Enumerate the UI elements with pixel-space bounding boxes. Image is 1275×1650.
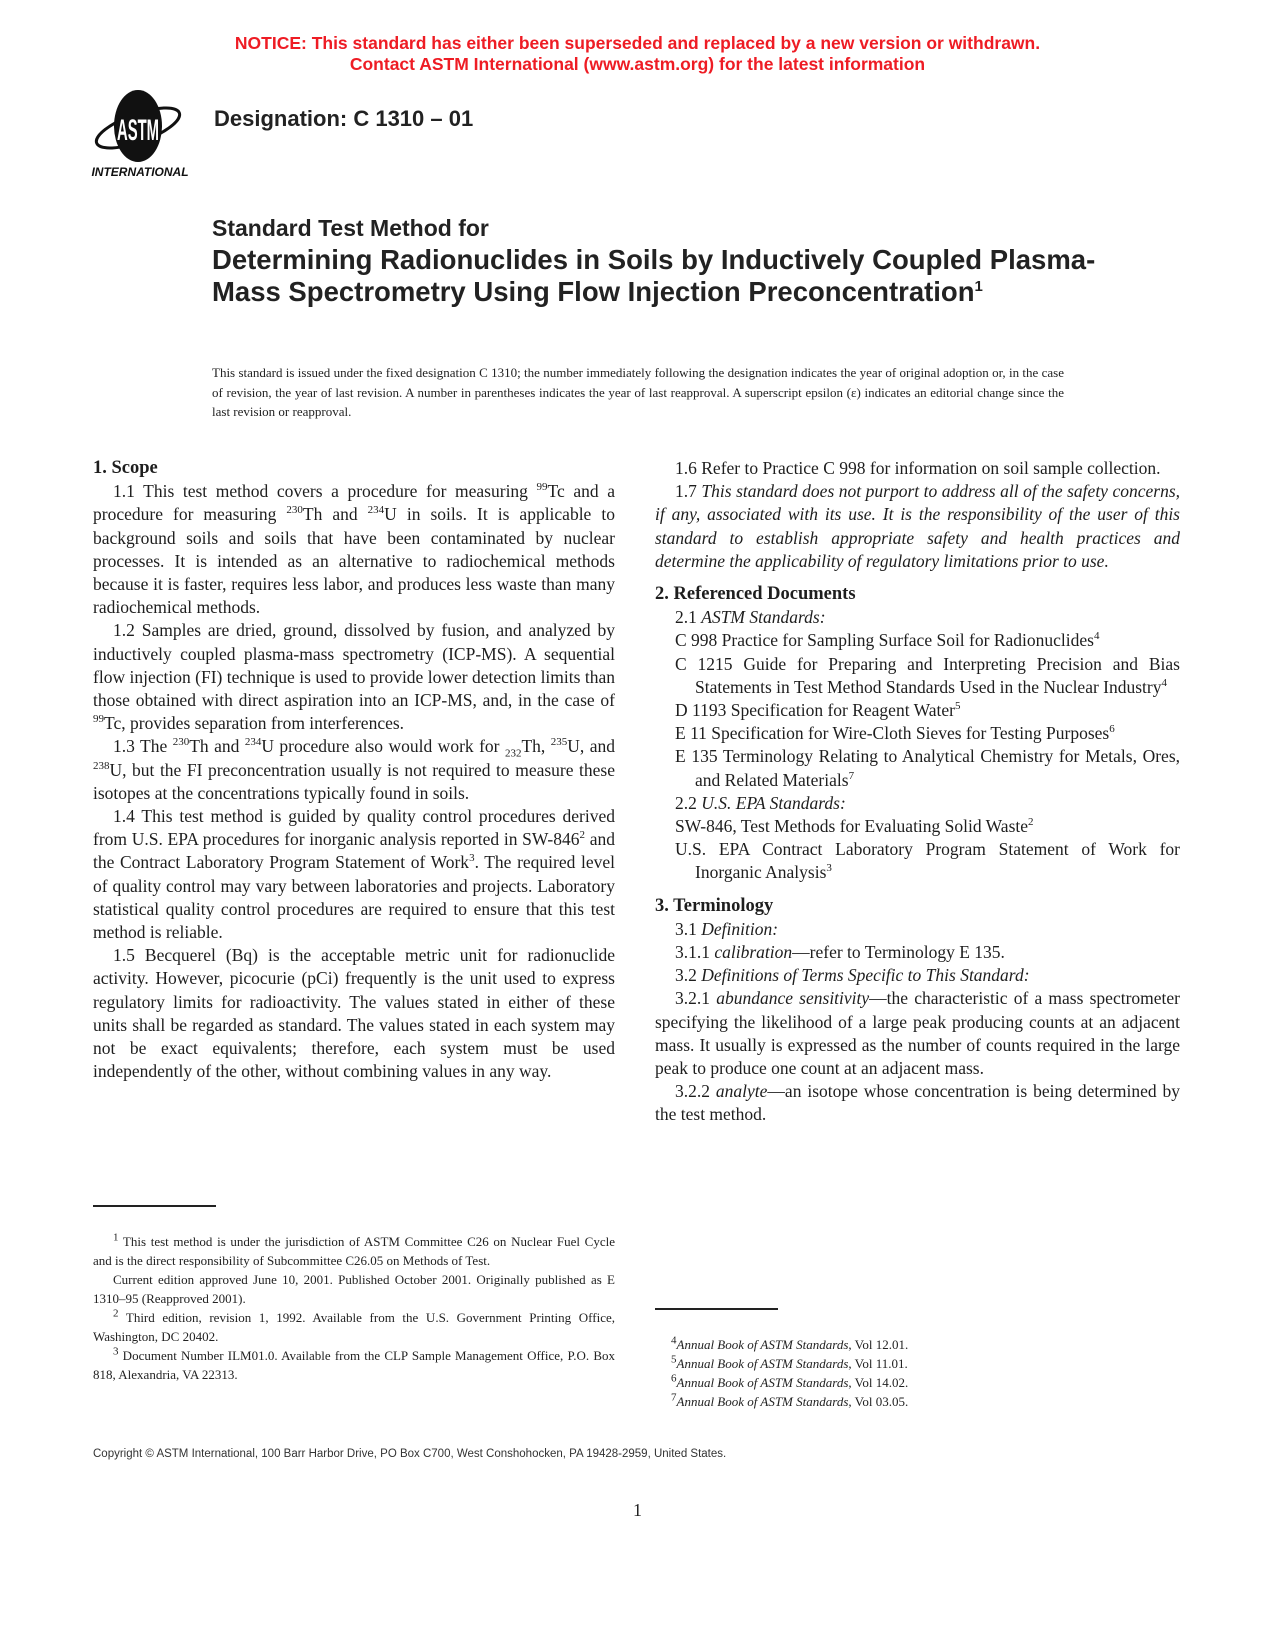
copyright-line: Copyright © ASTM International, 100 Barr Harbor Drive, PO Box C700, West Conshohocken, PA 19428-2959, United States. [93,1448,727,1460]
ref-item: C 998 Practice for Sampling Surface Soil for Radionuclides$^4$ [675,630,1100,651]
subsection-2-2: 2.2 U.S. EPA Standards: [675,792,846,813]
footnote-6: $^6$Annual Book of ASTM Standards, Vol 14.02. [671,1372,909,1390]
ref-item: D 1193 Specification for Reagent Water$^5$ [675,700,961,721]
left-column [93,457,615,1083]
paragraph-1-5: 1.5 Becquerel (Bq) is the acceptable metric unit for radionuclide activity. However, picocurie (pCi) frequently is the unit used to express regulatory limits for radioactivity. The values stated in either of these units shall be regarded as standard. The values stated in each system may not be exact equivalents; therefore, each system must be used independently of the other, without combining values in any way. [93,945,615,1082]
subsection-3-2: 3.2 Definitions of Terms Specific to This Standard: [675,965,1030,986]
astm-logo-icon [88,88,200,180]
section-heading-scope: 1. Scope [93,458,158,478]
footnote-4: $^4$Annual Book of ASTM Standards, Vol 12.01. [671,1334,909,1352]
footnote-2: $^2$ Third edition, revision 1, 1992. Available from the U.S. Government Printing Office, Washington, DC 20402. [93,1307,615,1344]
footnotes-right [671,1335,1171,1411]
page-number: 1 [633,1500,642,1520]
footnote-rule-right [655,1308,778,1310]
paragraph-1-4: 1.4 This test method is guided by quality control procedures derived from U.S. EPA procedures for inorganic analysis reported in $SW-846^2$ and the Contract Laboratory Program Statement of Work$^3$. The required level of quality control may vary between laboratories and projects. Laboratory statistical quality control procedures are required to ensure that this test method is reliable. [93,806,615,943]
subsection-3-1: 3.1 Definition: [675,918,779,939]
epa-standards-list [655,815,1180,885]
ref-item: SW-846, Test Methods for Evaluating Solid Waste$^2$ [675,816,1034,837]
title-main: Determining Radionuclides in Soils by Inductively Coupled Plasma-Mass Spectrometry Using Flow Injection Preconcentration$^1$ [212,244,1096,307]
definition-3-2-2: 3.2.2 analyte—an isotope whose concentration is being determined by the test method. [655,1081,1180,1125]
paragraph-1-1: 1.1 This test method covers a procedure for measuring $^{99}$Tc and a procedure for measuring $^{230}$Th and $^{234}$U in soils. It is applicable to background soils and soils that have been contaminated by nuclear processes. It is intended as an alternative to radiochemical methods because it is faster, requires less labor, and produces less waste than many radiochemical methods. [93,481,615,618]
ref-item: E 11 Specification for Wire-Cloth Sieves for Testing Purposes$^6$ [675,723,1115,744]
footnotes-left [93,1232,615,1384]
footnote-7: $^7$Annual Book of ASTM Standards, Vol 03.05. [671,1391,909,1409]
paragraph-1-3: 1.3 The $^{230}$Th and $^{234}$U procedure also would work for $_{232}$Th, $^{235}$U, and $^{238}$U, but the FI preconcentration usually is not required to measure these isotopes at the concentrations typically found in soils. [93,736,615,803]
ref-item: E 135 Terminology Relating to Analytical Chemistry for Metals, Ores, and Related Materials$^7$ [675,746,1180,790]
svg-text:ASTM: ASTM [117,114,159,147]
svg-text:INTERNATIONAL: INTERNATIONAL [91,165,189,179]
document-title [212,213,1112,307]
astm-standards-list [655,629,1180,791]
ref-item: U.S. EPA Contract Laboratory Program Statement of Work for Inorganic Analysis$^3$ [675,839,1180,883]
title-footnote-ref: 1 [974,277,983,295]
subsection-2-1: 2.1 ASTM Standards: [675,607,826,628]
title-line-1: Standard Test Method for [212,215,489,241]
notice-line-2: Contact ASTM International (www.astm.org) for the latest information [349,54,926,74]
ref-item: C 1215 Guide for Preparing and Interpreting Precision and Bias Statements in Test Method Standards Used in the Nuclear Industry$^4$ [675,653,1180,697]
issuance-note: This standard is issued under the fixed designation C 1310; the number immediately following the designation indicates the year of original adoption or, in the case of revision, the year of last revision. A number in parentheses indicates the year of last reapproval. A superscript epsilon (ε) indicates an editorial change since the last revision or reapproval. [212,365,1064,419]
paragraph-1-2: 1.2 Samples are dried, ground, dissolved by fusion, and analyzed by inductively coupled plasma-mass spectrometry (ICP-MS). A sequential flow injection (FI) technique is used to provide lower detection limits than those obtained with direct aspiration into an ICP-MS, and, in the case of $^{99}$Tc, provides separation from interferences. [93,620,615,734]
footnote-3: $^3$ Document Number ILM01.0. Available from the CLP Sample Management Office, P.O. Box 818, Alexandria, VA 22313. [93,1345,615,1382]
right-column [655,457,1180,1127]
notice-line-1: NOTICE: This standard has either been superseded and replaced by a new version or withdrawn. [234,33,1041,53]
footnote-rule-left [93,1205,216,1207]
withdrawal-notice [0,33,1275,75]
footnote-5: $^5$Annual Book of ASTM Standards, Vol 11.01. [671,1353,908,1371]
paragraph-1-6: 1.6 Refer to Practice C 998 for information on soil sample collection. [675,458,1161,478]
footnote-1-edition: Current edition approved June 10, 2001. Published October 2001. Originally published as E 1310–95 (Reapproved 2001). [93,1272,615,1306]
footnote-1: $^1$ This test method is under the jurisdiction of ASTM Committee C26 on Nuclear Fuel Cycle and is the direct responsibility of Subcommittee C26.05 on Methods of Test. [93,1231,615,1268]
section-heading-terminology: 3. Terminology [655,895,774,916]
paragraph-1-7: 1.7 This standard does not purport to address all of the safety concerns, if any, associated with its use. It is the responsibility of the user of this standard to establish appropriate safety and health practices and determine the applicability of regulatory limitations prior to use. [655,481,1181,571]
definition-3-1-1: 3.1.1 calibration—refer to Terminology E 135. [675,942,1005,963]
definition-3-2-1: 3.2.1 abundance sensitivity—the characteristic of a mass spectrometer specifying the likelihood of a large peak producing counts at an adjacent mass. It usually is expressed as the number of counts required in the large peak to produce one count at an adjacent mass. [655,988,1180,1079]
designation: Designation: C 1310 – 01 [214,106,474,131]
section-heading-referenced-documents: 2. Referenced Documents [655,584,856,605]
